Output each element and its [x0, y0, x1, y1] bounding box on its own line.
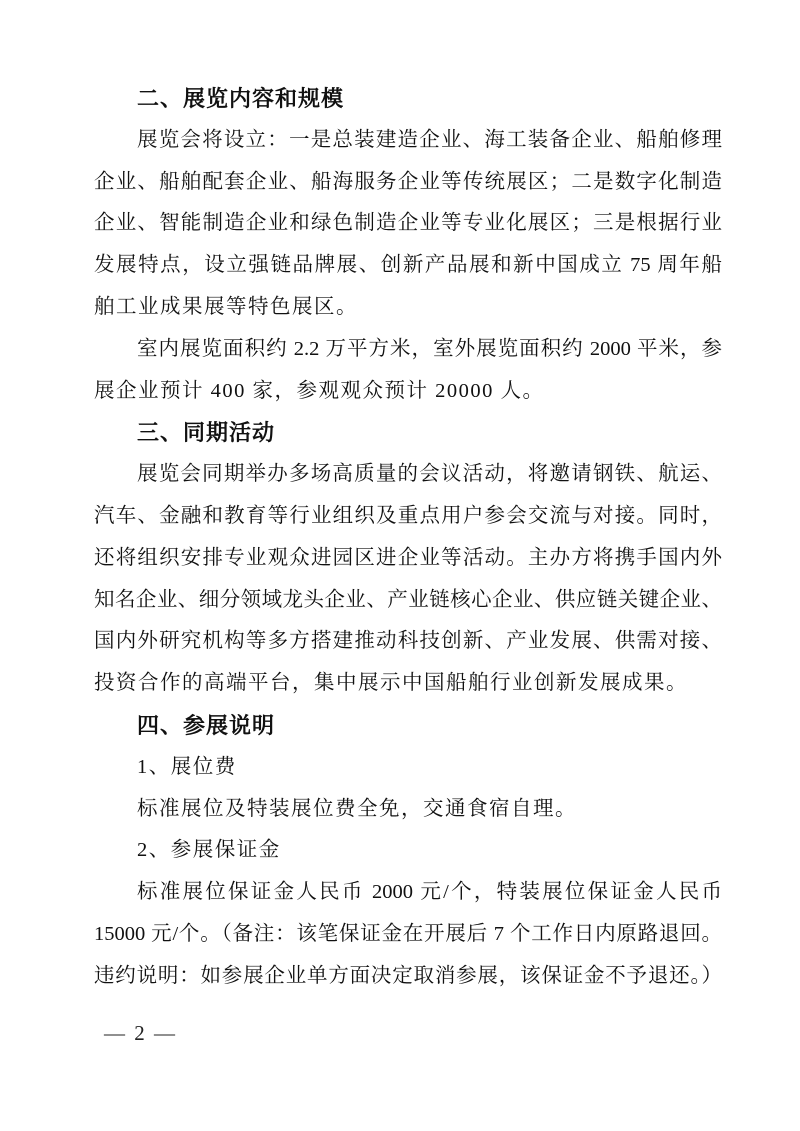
- text-line: 企业、船舶配套企业、船海服务企业等传统展区；二是数字化制造: [94, 170, 722, 193]
- list-item-deposit: 2、参展保证金: [137, 839, 281, 862]
- text-line: 舶工业成果展等特色展区。: [94, 295, 358, 318]
- paragraph-concurrent-activities: [94, 454, 722, 705]
- text-line: 15000 元/个。（备注：该笔保证金在开展后 7 个工作日内原路退回。: [94, 922, 722, 945]
- section-heading-3: 三、同期活动: [137, 420, 276, 446]
- paragraph-exhibit-zones: [94, 120, 722, 329]
- text-line: 展览会将设立：一是总装建造企业、海工装备企业、船舶修理: [137, 128, 722, 151]
- text-line: 违约说明：如参展企业单方面决定取消参展，该保证金不予退还。）: [94, 964, 722, 987]
- list-item-booth-fee: 1、展位费: [137, 755, 237, 778]
- text-line: 室内展览面积约 2.2 万平方米，室外展览面积约 2000 平米，参: [137, 337, 722, 360]
- paragraph-booth-fee: [94, 789, 722, 831]
- text-line: 企业、智能制造企业和绿色制造企业等专业化展区；三是根据行业: [94, 212, 722, 235]
- text-line: 国内外研究机构等多方搭建推动科技创新、产业发展、供需对接、: [94, 630, 722, 653]
- text-line: 发展特点，设立强链品牌展、创新产品展和新中国成立 75 周年船: [94, 254, 722, 277]
- text-line: 标准展位保证金人民币 2000 元/个，特装展位保证金人民币: [137, 881, 722, 904]
- text-line: 汽车、金融和教育等行业组织及重点用户参会交流与对接。同时，: [94, 504, 722, 527]
- text-line: 知名企业、细分领域龙头企业、产业链核心企业、供应链关键企业、: [94, 588, 722, 611]
- paragraph-deposit: [94, 872, 722, 997]
- page-number: — 2 —: [104, 1021, 177, 1045]
- paragraph-exhibit-scale: [94, 329, 722, 413]
- section-heading-2: 二、展览内容和规模: [137, 86, 345, 111]
- text-line: 标准展位及特装展位费全免，交通食宿自理。: [137, 797, 577, 820]
- section-heading-4: 四、参展说明: [137, 712, 276, 738]
- document-page-body: [94, 78, 722, 998]
- text-line: 还将组织安排专业观众进园区进企业等活动。主办方将携手国内外: [94, 546, 722, 569]
- text-line: 投资合作的高端平台，集中展示中国船舶行业创新发展成果。: [94, 672, 688, 695]
- text-line: 展览会同期举办多场高质量的会议活动，将邀请钢铁、航运、: [137, 463, 722, 486]
- text-line: 展企业预计 400 家，参观观众预计 20000 人。: [94, 379, 545, 402]
